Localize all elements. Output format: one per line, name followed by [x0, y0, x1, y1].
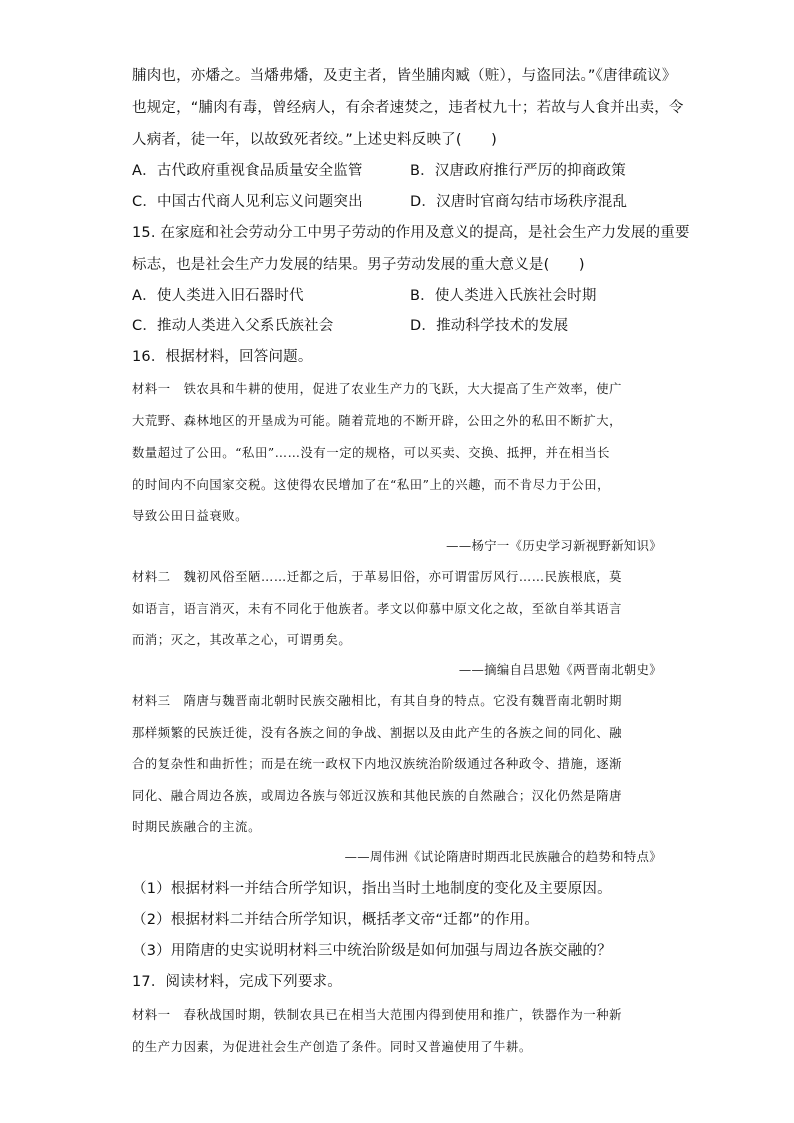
q16-material-1-source: ——杨宁一《历史学习新视野新知识》	[446, 539, 662, 553]
q16-material-3-source: ——周伟洲《试论隋唐时期西北民族融合的趋势和特点》	[344, 850, 662, 864]
q16-subquestion-2: （2）根据材料二并结合所学知识，概括孝文帝“迁都”的作用。	[132, 912, 540, 928]
q16-material-1-line: 大荒野、森林地区的开垦成为可能。随着荒地的不断开辟，公田之外的私田不断扩大，	[132, 414, 623, 428]
q16-material-3-line: 材料三 隋唐与魏晋南北朝时民族交融相比，有其自身的特点。它没有魏晋南北朝时期	[132, 694, 623, 708]
q16-material-3-line: 合的复杂性和曲折性；而是在统一政权下内地汉族统治阶级通过各种政令、措施，逐渐	[132, 757, 623, 771]
q17-material-1-line: 的生产力因素，为促进社会生产创造了条件。同时又普遍使用了牛耕。	[132, 1040, 532, 1054]
q16-material-2-source: ——摘编自吕思勉《两晋南北朝史》	[458, 663, 662, 677]
q16-material-3-line: 那样频繁的民族迁徙，没有各族之间的争战、割据以及由此产生的各族之间的同化、融	[132, 726, 623, 740]
q16-material-3-line: 时期民族融合的主流。	[132, 820, 261, 834]
q15-option-a[interactable]: A．使人类进入旧石器时代	[132, 288, 304, 304]
q15-option-c[interactable]: C．推动人类进入父系氏族社会	[132, 318, 334, 334]
q15-option-d[interactable]: D．推动科学技术的发展	[410, 318, 569, 334]
q15-text-line: 标志，也是社会生产力发展的结果。男子劳动发展的重大意义是( )	[132, 257, 585, 273]
q14-option-d[interactable]: D．汉唐时官商勾结市场秩序混乱	[410, 194, 628, 210]
q17-material-1-line: 材料一 春秋战国时期，铁制农具已在相当大范围内得到使用和推广，铁器作为一种新	[132, 1008, 623, 1022]
q16-material-1-line: 数量超过了公田。“私田”……没有一定的规格，可以买卖、交换、抵押，并在相当长	[132, 446, 611, 460]
q14-option-a[interactable]: A．古代政府重视食品质量安全监管	[132, 163, 363, 179]
q16-material-2-line: 而消；灭之，其改革之心，可谓勇矣。	[132, 633, 352, 647]
q17-title: 17．阅读材料，完成下列要求。	[132, 974, 342, 990]
q16-material-1-line: 导致公田日益衰败。	[132, 509, 249, 523]
q14-option-c[interactable]: C．中国古代商人见利忘义问题突出	[132, 194, 363, 210]
q16-subquestion-1: （1）根据材料一并结合所学知识，指出当时土地制度的变化及主要原因。	[132, 881, 612, 897]
q16-material-2-line: 如语言，语言消灭，未有不同化于他族者。孝文以仰慕中原文化之故，至欲自举其语言	[132, 602, 623, 616]
q14-text-line: 也规定，“脯肉有毒，曾经病人，有余者速焚之，违者杖九十；若故与人食并出卖，令	[132, 100, 684, 116]
q16-subquestion-3: （3）用隋唐的史实说明材料三中统治阶级是如何加强与周边各族交融的？	[132, 943, 612, 959]
q16-material-1-line: 的时间内不向国家交税。这使得农民增加了在“私田”上的兴趣，而不肯尽力于公田，	[132, 478, 611, 492]
q14-option-b[interactable]: B．汉唐政府推行严厉的抑商政策	[410, 163, 626, 179]
q16-material-1-line: 材料一 铁农具和牛耕的使用，促进了农业生产力的飞跃，大大提高了生产效率，使广	[132, 382, 623, 396]
q14-text-line: 人病者，徒一年，以故致死者绞。”上述史料反映了( )	[132, 132, 497, 148]
q15-option-b[interactable]: B．使人类进入氏族社会时期	[410, 288, 597, 304]
q15-text-line: 15. 在家庭和社会劳动分工中男子劳动的作用及意义的提高，是社会生产力发展的重要	[132, 225, 690, 241]
q16-material-2-line: 材料二 魏初风俗至陋……迁都之后，于革易旧俗，亦可谓雷厉风行……民族根底，莫	[132, 570, 623, 584]
q16-material-3-line: 同化、融合周边各族，或周边各族与邻近汉族和其他民族的自然融合；汉化仍然是隋唐	[132, 789, 623, 803]
q16-title: 16．根据材料，回答问题。	[132, 349, 313, 365]
q14-text-line: 脯肉也，亦燔之。当燔弗燔，及吏主者，皆坐脯肉臧（赃），与盗同法。”《唐律疏议》	[132, 68, 677, 84]
